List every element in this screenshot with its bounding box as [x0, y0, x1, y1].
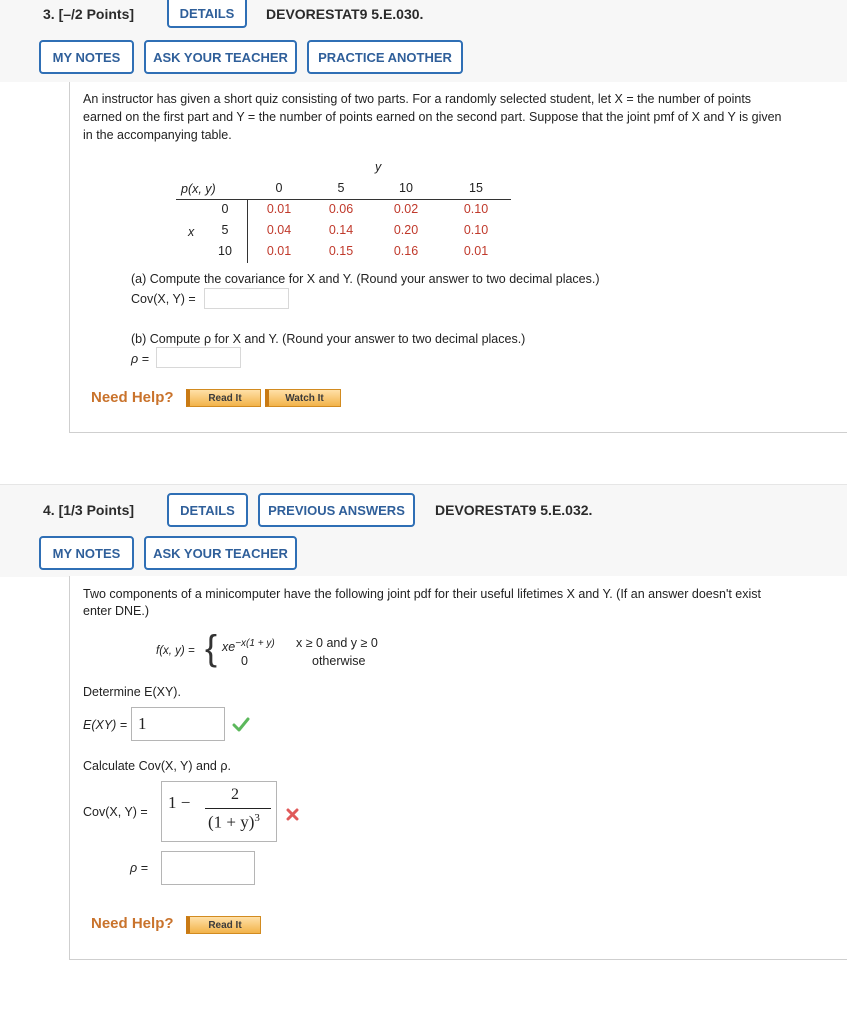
- q3-rho-label: ρ =: [131, 352, 149, 366]
- q4-cov-label: Cov(X, Y) =: [83, 805, 148, 819]
- q3-watch-it-button[interactable]: Watch It: [265, 389, 341, 407]
- table-cell: 0.06: [328, 202, 354, 216]
- q4-exy-input[interactable]: 1: [131, 707, 225, 741]
- table-row-header: 5: [221, 223, 229, 237]
- q3-intro-line3: in the accompanying table.: [83, 128, 232, 142]
- table-cell: 0.15: [328, 244, 354, 258]
- table-cell: 0.02: [393, 202, 419, 216]
- q3-cov-label: Cov(X, Y) =: [131, 292, 196, 306]
- table-y-label: y: [375, 160, 382, 174]
- q3-read-it-button[interactable]: Read It: [186, 389, 261, 407]
- q4-pdf-brace: {: [205, 627, 218, 668]
- table-col-header: 5: [337, 181, 345, 195]
- q3-problem-code: DEVORESTAT9 5.E.030.: [266, 6, 424, 22]
- q4-pdf-case1: $xe^{-x(1 + y)}$: [222, 638, 275, 655]
- q3-number: 3. [–/2 Points]: [43, 6, 135, 22]
- q4-number: 4. [1/3 Points]: [43, 502, 135, 518]
- q3-cov-input[interactable]: [204, 288, 289, 309]
- fraction-bar: [205, 808, 271, 809]
- q4-pdf-lhs: f(x, y) =: [156, 645, 195, 657]
- q4-my-notes-button[interactable]: MY NOTES: [39, 536, 134, 570]
- table-cell: 0.04: [266, 223, 292, 237]
- q4-rho-label: ρ =: [130, 861, 148, 875]
- q4-previous-answers-button[interactable]: PREVIOUS ANSWERS: [258, 493, 415, 527]
- q3-my-notes-button[interactable]: MY NOTES: [39, 40, 134, 74]
- table-cell: 0.10: [463, 223, 489, 237]
- table-col-header: 0: [275, 181, 283, 195]
- q4-points: [1/3 Points]: [58, 502, 135, 518]
- table-row-header: 10: [218, 244, 232, 258]
- q4-read-it-button[interactable]: Read It: [186, 916, 261, 934]
- table-x-label: x: [188, 225, 195, 239]
- q4-cov-input[interactable]: 1 − 2 $(1 + y)^3$: [161, 781, 277, 842]
- q4-determine-prompt: Determine E(XY).: [83, 685, 181, 699]
- q4-need-help: Need Help?: [91, 915, 174, 932]
- table-cell: 0.20: [393, 223, 419, 237]
- cross-icon: [286, 808, 299, 826]
- q4-pdf-case2-condition: otherwise: [312, 654, 366, 668]
- q3-points: [–/2 Points]: [58, 6, 135, 22]
- q4-pdf-case1-condition: x ≥ 0 and y ≥ 0: [296, 636, 378, 650]
- table-row-header: 0: [221, 202, 229, 216]
- q4-intro-line1: Two components of a minicomputer have the following joint pdf for their useful lifetimes X and Y. (If an answer doesn't exist: [83, 587, 761, 601]
- table-col-header: 15: [469, 181, 483, 195]
- q3-intro-line2: earned on the first part and Y = the number of points earned on the second part. Suppose that the joint pmf of X and Y is given: [83, 110, 782, 124]
- q4-ask-teacher-button[interactable]: ASK YOUR TEACHER: [144, 536, 297, 570]
- table-cell: 0.01: [266, 202, 292, 216]
- q4-rho-input[interactable]: [161, 851, 255, 885]
- table-cell: 0.14: [328, 223, 354, 237]
- q3-part-a-prompt: (a) Compute the covariance for X and Y. (Round your answer to two decimal places.): [131, 272, 600, 286]
- table-corner-label: p(x, y): [181, 182, 216, 196]
- q3-part-b-prompt: (b) Compute ρ for X and Y. (Round your answer to two decimal places.): [131, 332, 526, 346]
- table-cell: 0.01: [463, 244, 489, 258]
- q3-need-help: Need Help?: [91, 389, 174, 406]
- table-cell: 0.16: [393, 244, 419, 258]
- q4-calc-prompt: Calculate Cov(X, Y) and ρ.: [83, 759, 231, 773]
- q4-pdf-case2: 0: [241, 654, 248, 668]
- q4-intro-line2: enter DNE.): [83, 604, 149, 618]
- q4-exy-label: E(XY) =: [83, 718, 128, 732]
- table-header-divider: [176, 199, 511, 200]
- check-icon: [232, 717, 250, 737]
- table-col-header: 10: [399, 181, 413, 195]
- q3-practice-another-button[interactable]: PRACTICE ANOTHER: [307, 40, 463, 74]
- table-cell: 0.10: [463, 202, 489, 216]
- table-cell: 0.01: [266, 244, 292, 258]
- q3-rho-input[interactable]: [156, 347, 241, 368]
- q4-details-button[interactable]: DETAILS: [167, 493, 248, 527]
- q4-problem-code: DEVORESTAT9 5.E.032.: [435, 502, 593, 518]
- q3-ask-teacher-button[interactable]: ASK YOUR TEACHER: [144, 40, 297, 74]
- q3-details-button[interactable]: DETAILS: [167, 0, 247, 28]
- q3-intro-line1: An instructor has given a short quiz consisting of two parts. For a randomly selected student, let X = the number of points: [83, 92, 752, 106]
